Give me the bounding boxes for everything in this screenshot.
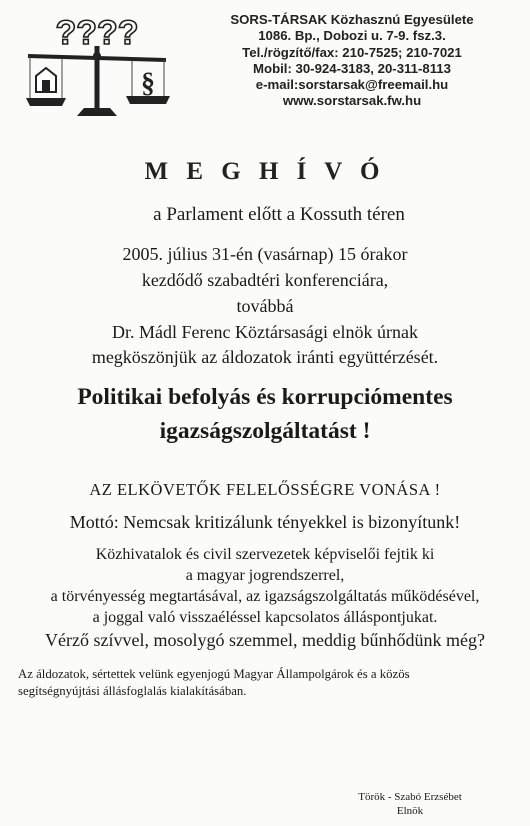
president-line: Dr. Mádl Ferenc Köztársasági elnök úrnak bbox=[112, 322, 418, 342]
invitation-title: M E G H Í V Ó bbox=[144, 158, 386, 185]
date-line: 2005. július 31-én (vasárnap) 15 órakor bbox=[122, 244, 408, 264]
conference-line: kezdődő szabadtéri konferenciára, bbox=[141, 270, 389, 290]
org-telephone: Tel./rögzítő/fax: 210-7525; 210-7021 bbox=[242, 44, 462, 60]
closing-paragraph bbox=[18, 666, 518, 700]
list-line-2: a magyar jogrendszerrel, bbox=[185, 567, 345, 584]
section-sign-text: § bbox=[141, 68, 155, 99]
list-line-4: a joggal való visszaéléssel kapcsolatos álláspontjukat. bbox=[92, 609, 438, 626]
location-line: a Parlament előtt a Kossuth téren bbox=[153, 204, 405, 225]
org-website: www.sorstarsak.fw.hu bbox=[282, 93, 422, 109]
signature-block bbox=[330, 790, 490, 818]
closing-line-1: Az áldozatok, sértettek velünk egyenjogú Magyar Állampolgárok és a közös bbox=[18, 667, 410, 681]
thanks-line: megköszönjük az áldozatok iránti együttérzését. bbox=[91, 347, 439, 367]
organization-header bbox=[182, 12, 522, 110]
continuation-line: továbbá bbox=[236, 296, 294, 316]
closing-line-2: segítségnyújtási állásfoglalás kialakításában. bbox=[18, 684, 247, 698]
scales-of-justice-icon bbox=[22, 12, 172, 120]
org-name: SORS-TÁRSAK Közhasznú Egyesülete bbox=[230, 12, 474, 27]
headline-line-2: igazságszolgáltatást ! bbox=[159, 418, 371, 444]
org-address: 1086. Bp., Dobozi u. 7-9. fsz.3. bbox=[258, 28, 446, 44]
question-line: Vérző szívvel, mosolygó szemmel, meddig bűnhődünk még? bbox=[45, 630, 485, 650]
list-line-3: a törvényesség megtartásával, az igazságszolgáltatás működésével, bbox=[50, 588, 480, 605]
signature-role: Elnök bbox=[396, 805, 424, 817]
motto-line: Mottó: Nemcsak kritizálunk tényekkel is bizonyítunk! bbox=[69, 512, 461, 532]
list-line-1: Közhivatalok és civil szervezetek képviselői fejtik ki bbox=[95, 546, 435, 563]
org-email: e-mail:sorstarsak@freemail.hu bbox=[255, 77, 449, 93]
signature-name: Török - Szabó Erzsébet bbox=[358, 791, 462, 803]
demand-line: AZ ELKÖVETŐK FELELŐSSÉGRE VONÁSA ! bbox=[89, 480, 441, 499]
org-mobile: Mobil: 30-924-3183, 20-311-8113 bbox=[253, 60, 451, 76]
headline-line-1: Politikai befolyás és korrupciómentes bbox=[77, 384, 453, 410]
question-marks-text: ???? bbox=[55, 14, 139, 52]
